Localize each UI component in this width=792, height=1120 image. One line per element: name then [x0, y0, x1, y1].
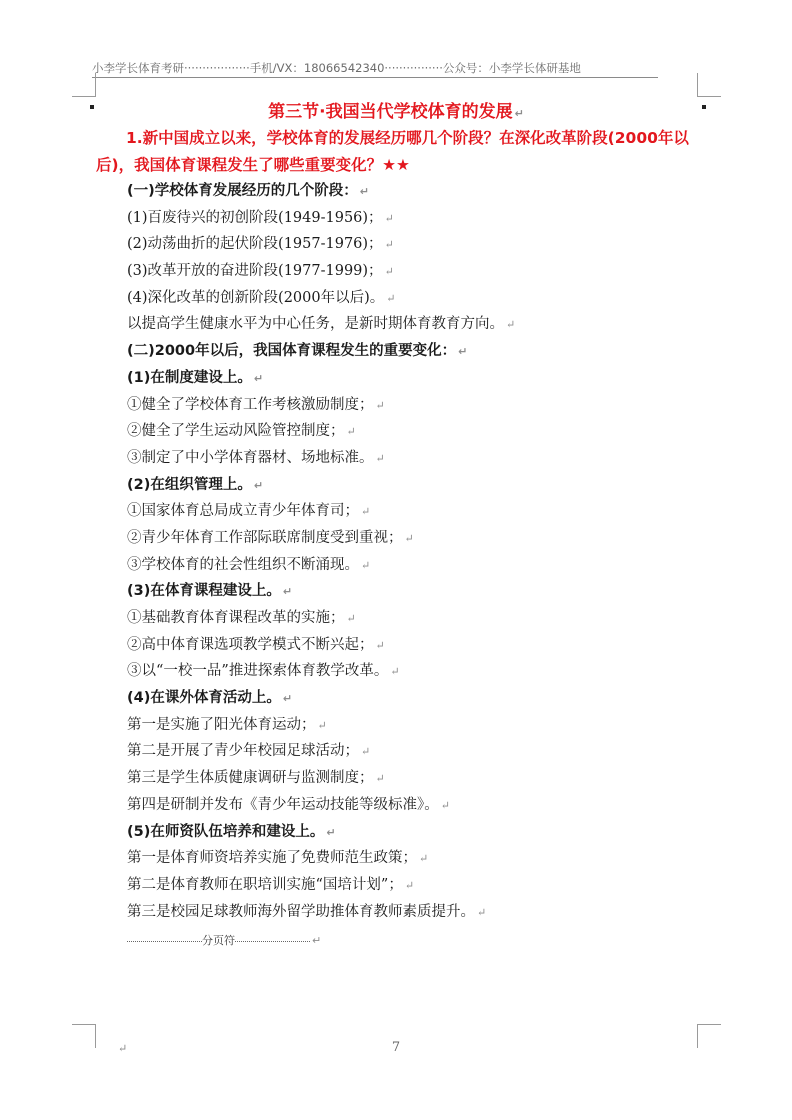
line-text: ③制定了中小学体育器材、场地标准。 [127, 449, 374, 466]
text-line [127, 765, 707, 792]
text-line [127, 845, 707, 872]
question-text[interactable] [96, 125, 706, 179]
paragraph-mark-icon: ↵ [384, 238, 394, 252]
question-body: 1.新中国成立以来，学校体育的发展经历哪几个阶段？在深化改革阶段(2000年以后)，我国体育课程发生了哪些重要变化？★★ [96, 129, 689, 174]
paragraph-mark-icon: ↵ [282, 585, 293, 599]
paragraph-mark-icon: ↵ [317, 718, 327, 732]
paragraph-mark-icon: ↵ [346, 612, 356, 625]
paragraph-mark-icon: ↵ [253, 478, 264, 492]
text-line [127, 605, 707, 632]
text-line [127, 552, 707, 579]
paragraph-mark-icon: ↵ [514, 107, 524, 120]
line-text: ③以“一校一品”推进探索体育教学改革。 [127, 663, 389, 680]
paragraph-mark-icon: ↵ [390, 665, 400, 679]
text-line [127, 712, 707, 739]
line-text: ②青少年体育工作部际联席制度受到重视； [127, 529, 403, 546]
subheading-line [127, 472, 707, 499]
paragraph-mark-icon: ↵ [326, 825, 336, 839]
text-line [127, 392, 707, 419]
crop-mark-top-right [697, 73, 721, 97]
text-line [127, 525, 707, 552]
paragraph-mark-icon: ↵ [386, 291, 396, 305]
line-text: (1)百废待兴的初创阶段(1949-1956)； [127, 209, 383, 226]
line-text: 以提高学生健康水平为中心任务，是新时期体育教育方向。 [127, 316, 504, 333]
text-line [127, 258, 707, 285]
text-line [127, 285, 707, 312]
line-text: ①健全了学校体育工作考核激励制度； [127, 396, 374, 413]
line-text: 第三是学生体质健康调研与监测制度； [127, 770, 374, 787]
line-text: ①国家体育总局成立青少年体育司； [127, 503, 359, 520]
line-text: ②健全了学生运动风险管控制度； [127, 423, 345, 440]
paragraph-mark-icon: ↵ [312, 934, 322, 947]
paragraph-mark-icon: ↵ [375, 772, 385, 786]
line-text: (一)学校体育发展经历的几个阶段： [127, 183, 358, 199]
line-text: ③学校体育的社会性组织不断涌现。 [127, 556, 359, 573]
line-text: (4)在课外体育活动上。 [127, 690, 281, 707]
line-text: (二)2000年以后，我国体育课程发生的重要变化： [127, 343, 457, 360]
line-text: 第二是开展了青少年校园足球活动； [127, 743, 359, 760]
paragraph-mark-icon: ↵ [361, 505, 371, 519]
text-line [127, 445, 707, 472]
page-break [127, 932, 321, 948]
paragraph-mark-icon: ↵ [346, 425, 356, 439]
text-line [127, 658, 707, 685]
paragraph-mark-icon: ↵ [375, 451, 385, 465]
subheading-line [127, 819, 707, 846]
paragraph-mark-icon: ↵ [404, 531, 414, 545]
line-text: (4)深化改革的创新阶段(2000年以后)。 [127, 289, 385, 306]
subheading-line [127, 338, 707, 365]
line-text: 第一是体育师资培养实施了免费师范生政策； [127, 850, 417, 867]
text-line [127, 792, 707, 819]
paragraph-mark-icon: ↵ [419, 852, 429, 866]
page-break-label: 分页符 [202, 934, 235, 947]
text-line [127, 205, 707, 232]
line-text: (3)在体育课程建设上。 [127, 583, 281, 600]
line-text: (5)在师资队伍培养和建设上。 [127, 823, 325, 840]
section-title-text: 第三节·我国当代学校体育的发展 [268, 102, 513, 122]
subheading-line [127, 365, 707, 392]
header-rule [92, 77, 658, 78]
line-text: 第一是实施了阳光体育运动； [127, 716, 316, 733]
paragraph-mark-icon: ↵ [440, 798, 450, 812]
paragraph-mark-icon: ↵ [477, 905, 487, 919]
text-line [127, 231, 707, 258]
text-line [127, 311, 707, 338]
line-text: (3)改革开放的奋进阶段(1977-1999)； [127, 263, 383, 280]
paragraph-mark-icon: ↵ [375, 398, 385, 412]
paragraph-mark-icon: ↵ [375, 638, 385, 652]
paragraph-mark-icon: ↵ [404, 878, 415, 892]
paragraph-mark-icon: ↵ [359, 185, 369, 198]
section-title[interactable] [0, 97, 792, 122]
page-break-dots-left [127, 941, 202, 942]
line-text: 第三是校园足球教师海外留学助推体育教师素质提升。 [127, 903, 475, 920]
text-line [127, 872, 707, 899]
text-line [127, 498, 707, 525]
paragraph-mark-icon: ↵ [118, 1042, 128, 1055]
answer-body[interactable] [127, 178, 707, 925]
line-text: ①基础教育体育课程改革的实施； [127, 610, 345, 626]
line-text: (1)在制度建设上。 [127, 369, 252, 386]
paragraph-mark-icon: ↵ [361, 558, 371, 572]
paragraph-mark-icon: ↵ [282, 692, 293, 706]
paragraph-mark-icon: ↵ [458, 345, 468, 359]
line-text: ②高中体育课选项教学模式不断兴起； [127, 636, 374, 653]
crop-mark-top-left [72, 73, 96, 97]
subheading-line [127, 685, 707, 712]
paragraph-mark-icon: ↵ [361, 745, 371, 759]
line-text: 第二是体育教师在职培训实施“国培计划”； [127, 876, 403, 893]
subheading-line [127, 578, 707, 605]
text-line [127, 418, 707, 445]
page-number: 7 [391, 1040, 401, 1055]
text-line [127, 899, 707, 926]
page-header: 小李学长体育考研··················手机/VX：18066542340················公众号：小李学长体研基地 [92, 61, 581, 75]
text-line [127, 632, 707, 659]
paragraph-mark-icon: ↵ [384, 265, 394, 279]
text-line [127, 738, 707, 765]
page-break-dots-right [235, 941, 310, 942]
paragraph-mark-icon: ↵ [384, 211, 394, 225]
subheading-line [127, 178, 707, 205]
paragraph-mark-icon: ↵ [253, 371, 264, 385]
paragraph-mark-icon: ↵ [506, 318, 516, 332]
line-text: (2)在组织管理上。 [127, 476, 252, 493]
line-text: (2)动荡曲折的起伏阶段(1957-1976)； [127, 236, 383, 253]
line-text: 第四是研制并发布《青少年运动技能等级标准》。 [127, 796, 439, 813]
